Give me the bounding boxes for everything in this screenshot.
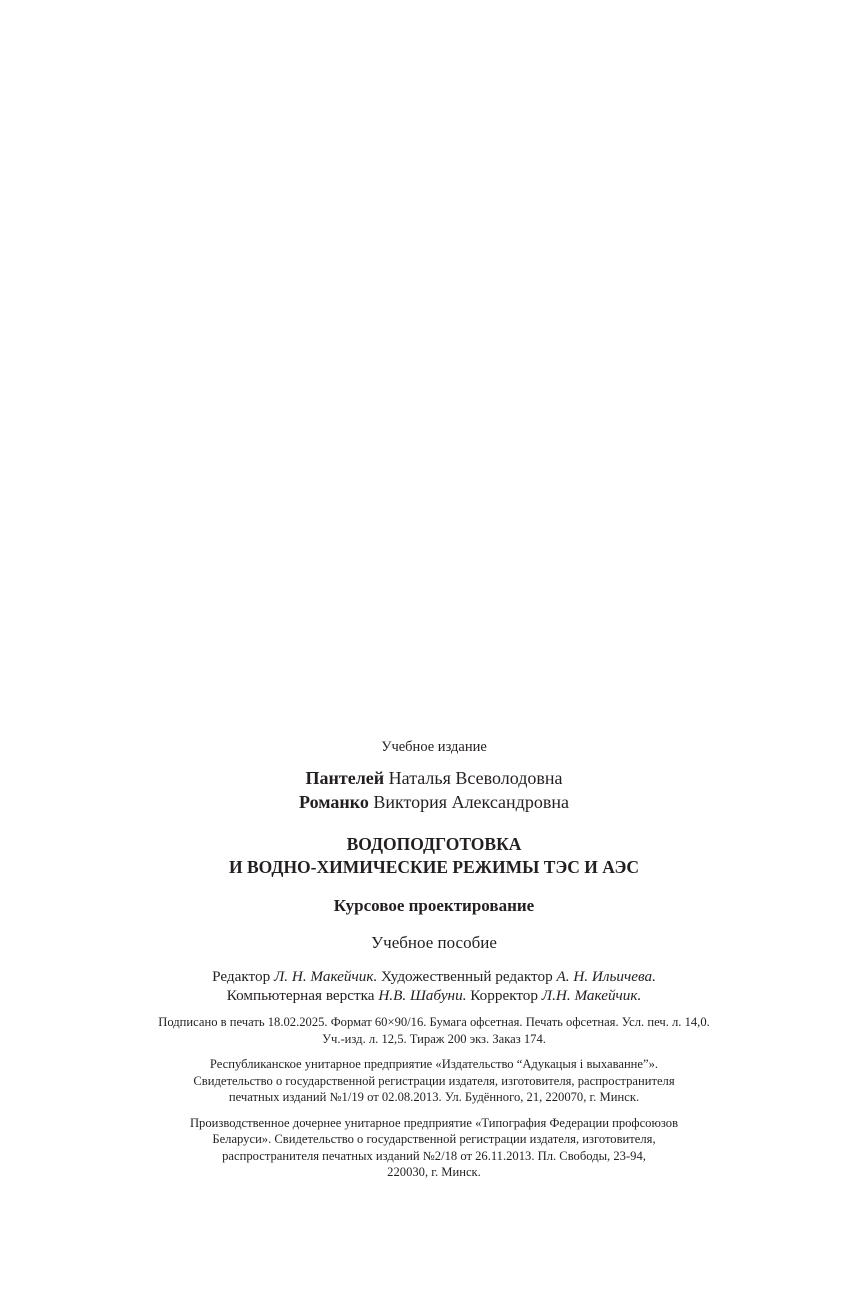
edition-type: Учебное издание (381, 739, 487, 755)
author-2 (0, 790, 868, 814)
author-2-surname: Романко (299, 792, 369, 812)
authors-block (0, 766, 868, 814)
book-subtitle: Курсовое проектирование (333, 896, 535, 915)
editors-block (0, 967, 868, 1005)
corrector-label: Корректор (466, 987, 542, 1004)
print-details-line-2: Уч.-изд. л. 12,5. Тираж 200 экз. Заказ 174. (322, 1031, 546, 1046)
art-editor-name: А. Н. Ильичева. (556, 968, 656, 985)
printer-line-4: 220030, г. Минск. (387, 1165, 481, 1179)
editors-line-1 (0, 967, 868, 986)
print-details-line-1: Подписано в печать 18.02.2025. Формат 60×90/16. Бумага офсетная. Печать офсетная. Усл. печ. л. 14,0. (158, 1015, 710, 1029)
title-line-1: ВОДОПОДГОТОВКА (346, 834, 522, 854)
editor-label: Редактор (212, 968, 274, 985)
layout-label: Компьютерная верстка (226, 987, 379, 1004)
publication-type: Учебное пособие (371, 933, 497, 952)
printer-line-1: Производственное дочернее унитарное предприятие «Типография Федерации профсоюзов (189, 1115, 679, 1130)
editor-name: Л. Н. Макейчик. (273, 968, 378, 985)
author-1-name: Наталья Всеволодовна (388, 768, 563, 788)
publisher-line-3: печатных изданий №1/19 от 02.08.2013. Ул. Будённого, 21, 220070, г. Минск. (228, 1090, 640, 1104)
publisher-info (0, 1056, 868, 1106)
printer-line-2: Беларуси». Свидетельство о государственной регистрации издателя, изготовителя, (212, 1132, 656, 1146)
corrector-name: Л.Н. Макейчик. (541, 987, 642, 1004)
title-line-2: И ВОДНО-ХИМИЧЕСКИЕ РЕЖИМЫ ТЭС И АЭС (229, 857, 639, 877)
art-editor-label: Художественный редактор (377, 968, 557, 985)
print-details (0, 1014, 868, 1047)
publisher-line-1: Республиканское унитарное предприятие «Издательство “Адукацыя і выхаванне”». (209, 1057, 659, 1071)
printer-info (0, 1115, 868, 1181)
book-title (0, 833, 868, 879)
publisher-line-2: Свидетельство о государственной регистрации издателя, изготовителя, распространителя (193, 1073, 675, 1088)
editors-line-2 (0, 986, 868, 1005)
author-2-name: Виктория Александровна (373, 792, 569, 812)
author-1 (0, 766, 868, 790)
imprint-page (0, 736, 868, 1181)
printer-line-3: распространителя печатных изданий №2/18 от 26.11.2013. Пл. Свободы, 23-94, (222, 1148, 646, 1163)
layout-name: Н.В. Шабуни. (378, 987, 467, 1004)
author-1-surname: Пантелей (305, 768, 385, 788)
